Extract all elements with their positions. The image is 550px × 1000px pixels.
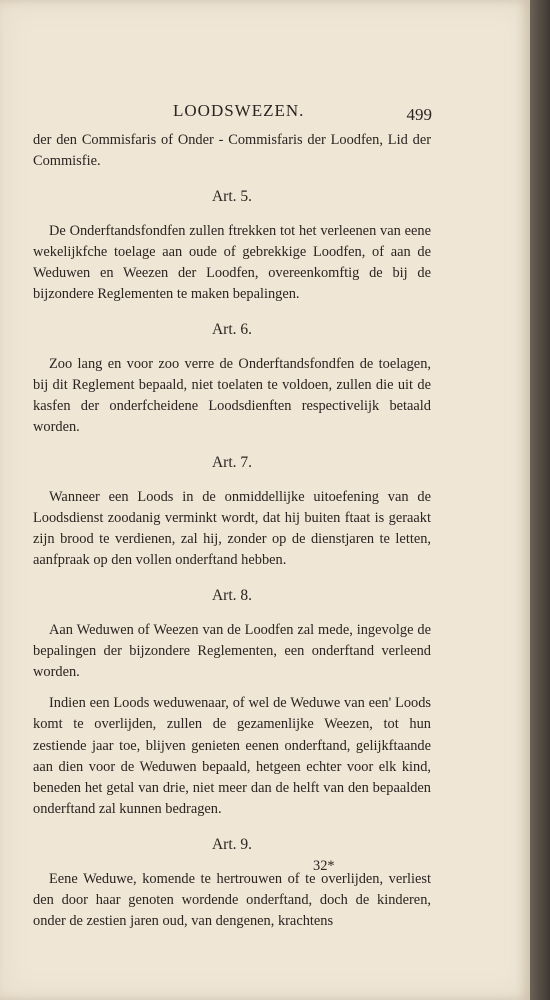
article-heading-7: Art. 7. [211,454,253,472]
page-edge [530,0,550,1000]
paragraph-article-6: Zoo lang en voor zoo verre de Onderftandsfondfen de toelagen, bij dit Reglement bepaald, niet toelaten te voldoen, zullen die uit de kasfen der onderfcheidene Loodsdienften respectivelijk betaald worden. [33,355,431,436]
article-heading-5: Art. 5. [211,188,253,206]
paragraph-continuation: der den Commisfaris of Onder - Commisfaris der Loodfen, Lid der Commisfie. [33,132,431,170]
article-heading-6: Art. 6. [211,321,253,339]
text-block [33,96,431,932]
article-heading-9: Art. 9. [211,836,253,854]
paragraph-article-8-first: Aan Weduwen of Weezen van de Loodfen zal mede, ingevolge de bepalingen der bijzondere Reglementen, een onderftand verleend worden. [33,621,431,681]
article-heading-8: Art. 8. [211,587,253,605]
running-head: LOODSWEZEN. [173,101,305,120]
page-header [33,96,431,130]
signature-mark: 32* [313,858,335,874]
paragraph-article-7: Wanneer een Loods in de onmiddellijke uitoefening van de Loodsdienst zoodanig verminkt wordt, dat hij buiten ftaat is geraakt zijn brood te verdienen, zal hij, zonder op de dienstjaren te letten, aanfpraak op den vollen onderftand hebben. [33,488,431,569]
paragraph-article-5: De Onderftandsfondfen zullen ftrekken tot het verleenen van eene wekelijkfche toelage aan oude of gebrekkige Loodfen, of aan de Weduwen en Weezen der Loodfen, overeenkomftig de bij de bijzondere Reglementen te maken bepalingen. [33,222,431,303]
paragraph-article-9: Eene Weduwe, komende te hertrouwen of te overlijden, verliest den door haar genoten wordende onderftand, doch de kinderen, onder de zestien jaren oud, van dengenen, krachtens [33,870,431,930]
paragraph-article-8-second: Indien een Loods weduwenaar, of wel de Weduwe van een' Loods komt te overlijden, zullen de gezamenlijke Weezen, tot hun zestiende jaar toe, blijven genieten eenen onderftand, gelijkftaande aan dien voor de Weduwen bepaald, hetgeen echter voor elk kind, beneden het getal van drie, niet meer dan de helft van den bepaalden onderftand zal kunnen bedragen. [33,695,431,818]
page-number: 499 [406,105,432,124]
